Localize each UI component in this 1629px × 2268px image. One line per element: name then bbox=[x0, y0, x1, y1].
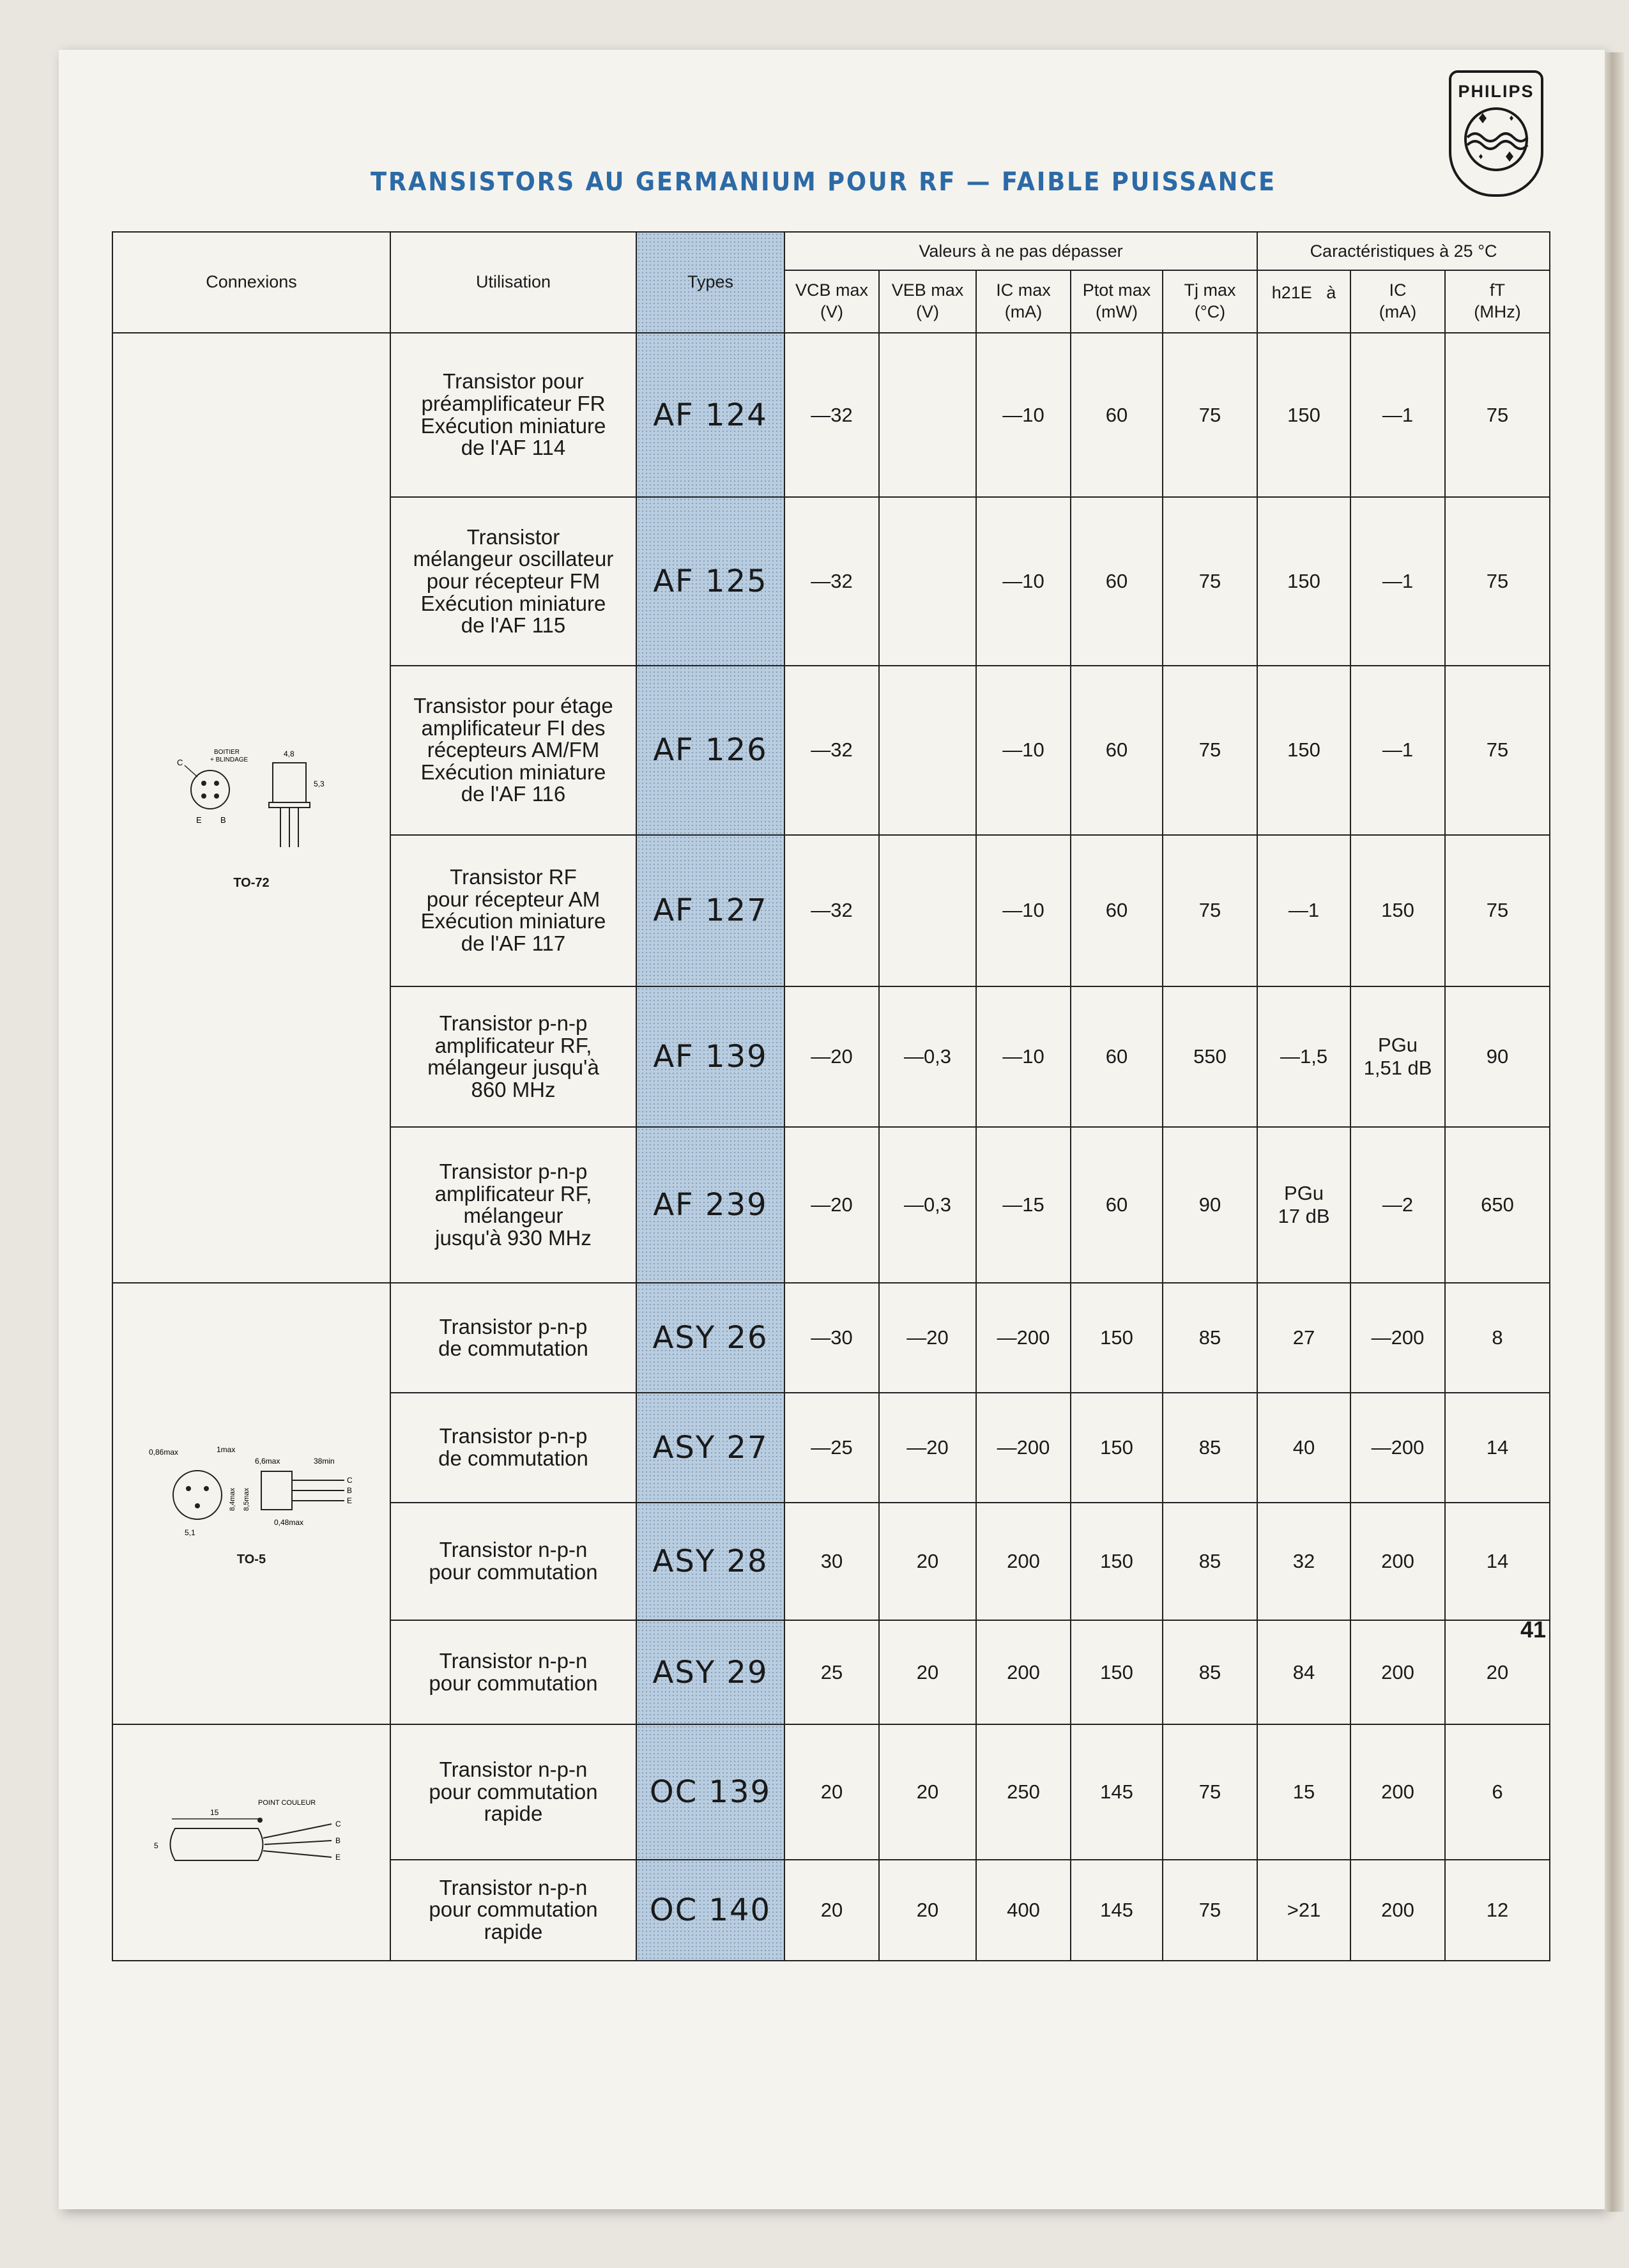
value-ptot: 60 bbox=[1071, 986, 1163, 1127]
header-group-max: Valeurs à ne pas dépasser bbox=[784, 232, 1257, 270]
value-vcb: —32 bbox=[784, 333, 879, 497]
value-ic-max: 200 bbox=[976, 1620, 1071, 1724]
to5-dim-h: 5,1 bbox=[184, 1528, 195, 1537]
utilisation-line: de l'AF 117 bbox=[461, 931, 566, 955]
type-cell: AF 126 bbox=[636, 666, 784, 834]
value-tj: 85 bbox=[1163, 1393, 1257, 1503]
value-vcb: 20 bbox=[784, 1860, 879, 1961]
type-cell: AF 127 bbox=[636, 835, 784, 987]
table-row bbox=[112, 333, 1550, 497]
value-ft: 75 bbox=[1445, 497, 1550, 666]
utilisation-cell bbox=[390, 1724, 636, 1859]
value-h21e: >21 bbox=[1257, 1860, 1350, 1961]
philips-logo bbox=[1449, 70, 1543, 197]
value-vcb: 20 bbox=[784, 1724, 879, 1859]
utilisation-line: Transistor RF bbox=[450, 865, 577, 889]
value-tj: 85 bbox=[1163, 1283, 1257, 1393]
value-tj: 85 bbox=[1163, 1620, 1257, 1724]
header-ic-unit: (mA) bbox=[1379, 302, 1417, 321]
to5-package-drawing bbox=[146, 1441, 357, 1549]
header-ft-label: fT bbox=[1490, 280, 1506, 300]
value-ptot: 60 bbox=[1071, 497, 1163, 666]
value-ic: —200 bbox=[1350, 1393, 1445, 1503]
value-ft: 75 bbox=[1445, 666, 1550, 834]
utilisation-line: Transistor p-n-p bbox=[439, 1424, 588, 1448]
value-veb bbox=[879, 666, 976, 834]
connexions-cell bbox=[112, 333, 390, 1283]
header-veb-label: VEB max bbox=[891, 280, 964, 300]
utilisation-line: rapide bbox=[484, 1802, 543, 1826]
value-tj: 75 bbox=[1163, 1860, 1257, 1961]
header-tj-label: Tj max bbox=[1184, 280, 1236, 300]
value-ic: 200 bbox=[1350, 1620, 1445, 1724]
value-ic: —1 bbox=[1350, 497, 1445, 666]
to72-label-blindage: + BLINDAGE bbox=[210, 756, 248, 763]
oc-pin-b: B bbox=[335, 1835, 340, 1845]
value-ft: 650 bbox=[1445, 1127, 1550, 1283]
value-tj: 75 bbox=[1163, 666, 1257, 834]
to72-pin-c: C bbox=[176, 757, 183, 767]
utilisation-line: Exécution miniature bbox=[420, 591, 606, 615]
value-tj: 90 bbox=[1163, 1127, 1257, 1283]
value-ft: 75 bbox=[1445, 835, 1550, 987]
utilisation-line: Transistor p-n-p bbox=[439, 1011, 588, 1035]
utilisation-line: récepteurs AM/FM bbox=[427, 738, 600, 762]
utilisation-cell bbox=[390, 1127, 636, 1283]
to5-pin-e: E bbox=[346, 1496, 352, 1505]
value-ic-max: —10 bbox=[976, 333, 1071, 497]
utilisation-line: Exécution miniature bbox=[420, 909, 606, 933]
utilisation-line: Transistor bbox=[466, 525, 560, 549]
value-ptot: 150 bbox=[1071, 1283, 1163, 1393]
page-title: TRANSISTORS AU GERMANIUM POUR RF — FAIBLE PUISSANCE bbox=[371, 167, 1276, 197]
value-tj: 75 bbox=[1163, 1724, 1257, 1859]
utilisation-cell bbox=[390, 986, 636, 1127]
oc-pin-e: E bbox=[335, 1852, 340, 1862]
utilisation-line: amplificateur RF, bbox=[434, 1033, 592, 1057]
value-vcb: —30 bbox=[784, 1283, 879, 1393]
header-h21e-label: h21E bbox=[1271, 283, 1312, 302]
header-group-char: Caractéristiques à 25 °C bbox=[1257, 232, 1550, 270]
utilisation-line: Transistor n-p-n bbox=[439, 1757, 588, 1781]
header-ic-max bbox=[976, 270, 1071, 333]
value-ptot: 150 bbox=[1071, 1620, 1163, 1724]
utilisation-line: pour commutation bbox=[429, 1560, 598, 1584]
value-ptot: 60 bbox=[1071, 835, 1163, 987]
value-ic-max: 250 bbox=[976, 1724, 1071, 1859]
page-edge bbox=[1605, 52, 1624, 2212]
value-vcb: —32 bbox=[784, 666, 879, 834]
utilisation-cell bbox=[390, 497, 636, 666]
utilisation-cell bbox=[390, 835, 636, 987]
to5-dim-d: 38min bbox=[313, 1456, 335, 1466]
value-vcb: —25 bbox=[784, 1393, 879, 1503]
utilisation-line: mélangeur jusqu'à bbox=[427, 1055, 599, 1080]
page-number: 41 bbox=[1520, 1616, 1547, 1643]
utilisation-line: Transistor n-p-n bbox=[439, 1649, 588, 1673]
value-tj: 85 bbox=[1163, 1503, 1257, 1621]
value-tj: 75 bbox=[1163, 333, 1257, 497]
value-ft: 14 bbox=[1445, 1393, 1550, 1503]
utilisation-line: Transistor p-n-p bbox=[439, 1159, 588, 1183]
value-ft: 20 bbox=[1445, 1620, 1550, 1724]
value-ic-max: —10 bbox=[976, 497, 1071, 666]
utilisation-cell bbox=[390, 1503, 636, 1621]
value-ptot: 60 bbox=[1071, 1127, 1163, 1283]
utilisation-line: de commutation bbox=[438, 1446, 588, 1470]
utilisation-line: pour commutation bbox=[429, 1897, 598, 1922]
utilisation-line: de l'AF 116 bbox=[461, 782, 566, 806]
utilisation-cell bbox=[390, 666, 636, 834]
utilisation-line: Transistor p-n-p bbox=[439, 1314, 588, 1338]
to72-pin-e: E bbox=[195, 815, 202, 825]
value-ic-max: —15 bbox=[976, 1127, 1071, 1283]
utilisation-line: amplificateur FI des bbox=[421, 716, 606, 740]
value-veb bbox=[879, 835, 976, 987]
header-ft-unit: (MHz) bbox=[1474, 302, 1521, 321]
value-ft: 90 bbox=[1445, 986, 1550, 1127]
value-h21e: 150 bbox=[1257, 333, 1350, 497]
type-cell: AF 139 bbox=[636, 986, 784, 1127]
utilisation-line: jusqu'à 930 MHz bbox=[435, 1225, 592, 1250]
value-ft: 14 bbox=[1445, 1503, 1550, 1621]
value-ptot: 150 bbox=[1071, 1503, 1163, 1621]
utilisation-line: mélangeur oscillateur bbox=[413, 547, 614, 571]
value-h21e: 40 bbox=[1257, 1393, 1350, 1503]
to5-dim-b: 1max bbox=[216, 1444, 235, 1454]
utilisation-cell bbox=[390, 333, 636, 497]
utilisation-line: Exécution miniature bbox=[420, 760, 606, 784]
value-ptot: 60 bbox=[1071, 333, 1163, 497]
utilisation-line: Transistor pour bbox=[443, 369, 584, 394]
oc-point-couleur-label: POINT COULEUR bbox=[257, 1798, 316, 1807]
value-ic-max: 200 bbox=[976, 1503, 1071, 1621]
value-h21e: 15 bbox=[1257, 1724, 1350, 1859]
header-connexions: Connexions bbox=[112, 232, 390, 333]
utilisation-cell bbox=[390, 1393, 636, 1503]
value-vcb: 30 bbox=[784, 1503, 879, 1621]
header-ic bbox=[1350, 270, 1445, 333]
value-tj: 550 bbox=[1163, 986, 1257, 1127]
type-cell: AF 124 bbox=[636, 333, 784, 497]
value-vcb: —32 bbox=[784, 835, 879, 987]
header-ic-max-label: IC max bbox=[996, 280, 1051, 300]
type-cell: OC 139 bbox=[636, 1724, 784, 1859]
value-ft: 8 bbox=[1445, 1283, 1550, 1393]
value-h21e: PGu 17 dB bbox=[1257, 1127, 1350, 1283]
utilisation-line: pour récepteur AM bbox=[426, 887, 600, 911]
value-veb: —0,3 bbox=[879, 1127, 976, 1283]
to5-pin-b: B bbox=[346, 1485, 352, 1495]
to72-package-label: TO-72 bbox=[233, 875, 270, 890]
value-ic: 200 bbox=[1350, 1724, 1445, 1859]
header-a-label: à bbox=[1326, 283, 1336, 302]
to72-label-boitier: BOITIER bbox=[213, 748, 240, 756]
value-ic-max: —10 bbox=[976, 986, 1071, 1127]
value-ic: 200 bbox=[1350, 1860, 1445, 1961]
header-h21e bbox=[1257, 270, 1350, 333]
header-row-group bbox=[112, 232, 1550, 270]
value-veb: —0,3 bbox=[879, 986, 976, 1127]
value-tj: 75 bbox=[1163, 497, 1257, 666]
header-ft bbox=[1445, 270, 1550, 333]
utilisation-line: Transistor pour étage bbox=[413, 693, 613, 717]
type-cell: ASY 27 bbox=[636, 1393, 784, 1503]
value-h21e: 32 bbox=[1257, 1503, 1350, 1621]
utilisation-line: pour récepteur FM bbox=[426, 569, 600, 594]
value-ic-max: —10 bbox=[976, 666, 1071, 834]
utilisation-line: amplificateur RF, bbox=[434, 1181, 592, 1206]
to72-dim-height: 5,3 bbox=[313, 779, 325, 788]
value-ptot: 145 bbox=[1071, 1860, 1163, 1961]
to5-pin-c: C bbox=[346, 1475, 353, 1485]
value-h21e: 150 bbox=[1257, 497, 1350, 666]
utilisation-line: de commutation bbox=[438, 1337, 588, 1361]
utilisation-line: 860 MHz bbox=[471, 1077, 556, 1101]
to5-dim-e: 8,4max bbox=[228, 1487, 236, 1511]
value-ft: 6 bbox=[1445, 1724, 1550, 1859]
header-vcb-label: VCB max bbox=[795, 280, 869, 300]
utilisation-line: de l'AF 115 bbox=[461, 613, 566, 638]
value-ic-max: —200 bbox=[976, 1393, 1071, 1503]
to5-dim-a: 0,86max bbox=[148, 1447, 178, 1457]
value-h21e: 27 bbox=[1257, 1283, 1350, 1393]
value-veb: 20 bbox=[879, 1620, 976, 1724]
utilisation-line: Transistor n-p-n bbox=[439, 1538, 588, 1562]
utilisation-line: rapide bbox=[484, 1920, 543, 1944]
oc-package-drawing bbox=[146, 1793, 357, 1889]
value-ic-max: —10 bbox=[976, 835, 1071, 987]
value-veb bbox=[879, 333, 976, 497]
to72-package-drawing bbox=[172, 726, 332, 873]
utilisation-cell bbox=[390, 1283, 636, 1393]
utilisation-line: de l'AF 114 bbox=[461, 436, 566, 460]
utilisation-line: mélangeur bbox=[463, 1204, 563, 1228]
value-veb: 20 bbox=[879, 1860, 976, 1961]
value-ic-max: —200 bbox=[976, 1283, 1071, 1393]
utilisation-cell bbox=[390, 1620, 636, 1724]
value-h21e: —1,5 bbox=[1257, 986, 1350, 1127]
type-cell: ASY 29 bbox=[636, 1620, 784, 1724]
value-ic: 200 bbox=[1350, 1503, 1445, 1621]
table-row bbox=[112, 1724, 1550, 1859]
value-veb: 20 bbox=[879, 1503, 976, 1621]
value-vcb: —20 bbox=[784, 1127, 879, 1283]
header-vcb-unit: (V) bbox=[820, 302, 843, 321]
header-ptot-unit: (mW) bbox=[1096, 302, 1138, 321]
to5-package-label: TO-5 bbox=[236, 1552, 266, 1567]
header-tj-unit: (°C) bbox=[1194, 302, 1226, 321]
value-tj: 75 bbox=[1163, 835, 1257, 987]
header-veb bbox=[879, 270, 976, 333]
to5-dim-c: 6,6max bbox=[254, 1456, 280, 1466]
header-vcb bbox=[784, 270, 879, 333]
header-tj bbox=[1163, 270, 1257, 333]
utilisation-line: pour commutation bbox=[429, 1671, 598, 1695]
header-types: Types bbox=[636, 232, 784, 333]
type-cell: ASY 28 bbox=[636, 1503, 784, 1621]
value-ic: PGu 1,51 dB bbox=[1350, 986, 1445, 1127]
header-ptot bbox=[1071, 270, 1163, 333]
to5-dim-g: 0,48max bbox=[273, 1517, 303, 1527]
utilisation-line: pour commutation bbox=[429, 1779, 598, 1804]
value-ic: —1 bbox=[1350, 666, 1445, 834]
utilisation-line: Transistor n-p-n bbox=[439, 1875, 588, 1899]
value-veb bbox=[879, 497, 976, 666]
to72-dim-width: 4,8 bbox=[283, 749, 294, 758]
value-h21e: 84 bbox=[1257, 1620, 1350, 1724]
header-veb-unit: (V) bbox=[916, 302, 939, 321]
oc-dim-length: 15 bbox=[210, 1807, 218, 1817]
value-veb: —20 bbox=[879, 1393, 976, 1503]
to72-pin-b: B bbox=[220, 815, 226, 825]
value-vcb: —20 bbox=[784, 986, 879, 1127]
value-vcb: 25 bbox=[784, 1620, 879, 1724]
value-ptot: 150 bbox=[1071, 1393, 1163, 1503]
oc-dim-diameter: 5 bbox=[153, 1841, 158, 1850]
value-ic-max: 400 bbox=[976, 1860, 1071, 1961]
value-h21e: 150 bbox=[1257, 666, 1350, 834]
value-ft: 75 bbox=[1445, 333, 1550, 497]
value-veb: 20 bbox=[879, 1724, 976, 1859]
connexions-cell bbox=[112, 1283, 390, 1724]
value-ic: 150 bbox=[1350, 835, 1445, 987]
to5-dim-f: 8,5max bbox=[242, 1487, 250, 1511]
philips-shield-icon bbox=[1461, 104, 1531, 174]
value-vcb: —32 bbox=[784, 497, 879, 666]
value-veb: —20 bbox=[879, 1283, 976, 1393]
value-ic: —200 bbox=[1350, 1283, 1445, 1393]
header-utilisation: Utilisation bbox=[390, 232, 636, 333]
value-ic: —2 bbox=[1350, 1127, 1445, 1283]
transistor-spec-table bbox=[112, 231, 1550, 1961]
value-ic: —1 bbox=[1350, 333, 1445, 497]
value-ft: 12 bbox=[1445, 1860, 1550, 1961]
table-row bbox=[112, 1283, 1550, 1393]
type-cell: AF 125 bbox=[636, 497, 784, 666]
value-ptot: 60 bbox=[1071, 666, 1163, 834]
header-ptot-label: Ptot max bbox=[1082, 280, 1151, 300]
header-ic-max-unit: (mA) bbox=[1004, 302, 1043, 321]
value-ptot: 145 bbox=[1071, 1724, 1163, 1859]
utilisation-cell bbox=[390, 1860, 636, 1961]
utilisation-line: préamplificateur FR bbox=[421, 392, 606, 416]
oc-pin-c: C bbox=[335, 1819, 341, 1828]
header-ic-label: IC bbox=[1389, 280, 1407, 300]
type-cell: ASY 26 bbox=[636, 1283, 784, 1393]
utilisation-line: Exécution miniature bbox=[420, 413, 606, 438]
connexions-cell bbox=[112, 1724, 390, 1961]
value-h21e: —1 bbox=[1257, 835, 1350, 987]
type-cell: AF 239 bbox=[636, 1127, 784, 1283]
type-cell: OC 140 bbox=[636, 1860, 784, 1961]
brand-name: PHILIPS bbox=[1458, 82, 1534, 101]
